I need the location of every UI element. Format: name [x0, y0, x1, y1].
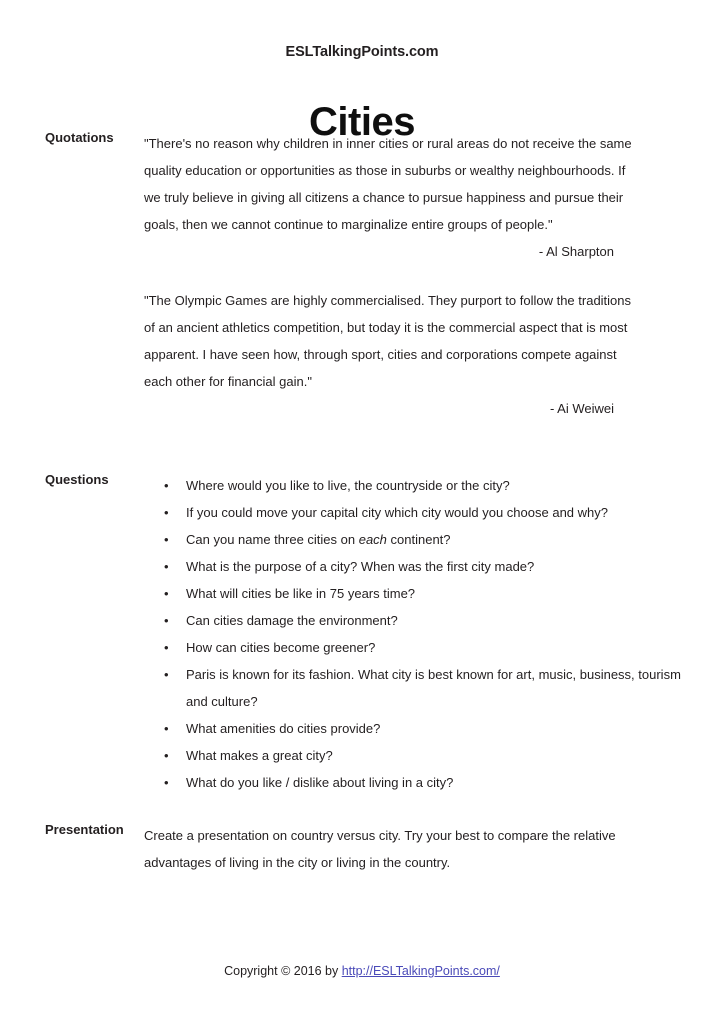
bullet-icon: •: [164, 532, 169, 547]
question-text: How can cities become greener?: [186, 640, 376, 655]
copyright-text: Copyright © 2016 by: [224, 964, 342, 978]
quotation-attribution: - Al Sharpton: [538, 244, 614, 259]
question-item: [144, 661, 706, 715]
quotation-text: "There's no reason why children in inner cities or rural areas do not receive the same quality education or opportunities as those in suburbs or wealthy neighbourhoods. If we truly believe in giving all citizens a chance to pursue happiness and pursue their goals, then we cannot continue to marginalize entire groups of people.": [144, 136, 632, 232]
bullet-icon: •: [164, 586, 169, 601]
site-name: ESLTalkingPoints.com: [285, 44, 439, 60]
bullet-icon: •: [164, 613, 169, 628]
bullet-icon: •: [164, 505, 169, 520]
question-item: [144, 742, 706, 769]
question-text: What is the purpose of a city? When was the first city made?: [186, 559, 535, 574]
question-text: Can cities damage the environment?: [186, 613, 398, 628]
bullet-icon: •: [164, 775, 169, 790]
page-title: Cities: [309, 99, 415, 144]
question-text: If you could move your capital city which city would you choose and why?: [186, 505, 608, 520]
question-item: [144, 607, 706, 634]
question-item: [144, 553, 706, 580]
quotation-item: [144, 287, 644, 422]
bullet-icon: •: [164, 748, 169, 763]
question-text: What do you like / dislike about living in a city?: [186, 775, 454, 790]
question-item: [144, 769, 706, 796]
quotation-attribution: - Ai Weiwei: [549, 401, 614, 416]
question-item: [144, 472, 706, 499]
presentation-text: Create a presentation on country versus city. Try your best to compare the relative advantages of living in the city or living in the country.: [144, 828, 616, 870]
bullet-icon: •: [164, 559, 169, 574]
quotations-label: Quotations: [45, 130, 114, 145]
question-text: What makes a great city?: [186, 748, 333, 763]
presentation-body: [144, 822, 644, 876]
questions-body: [144, 472, 681, 796]
question-text: Can you name three cities on each continent?: [186, 532, 451, 547]
emphasized-word: each: [358, 532, 387, 547]
quotations-body: [144, 130, 644, 422]
questions-label: Questions: [45, 472, 109, 487]
question-item: [144, 526, 706, 553]
question-item: [144, 634, 706, 661]
presentation-label: Presentation: [45, 822, 124, 837]
quotation-spacer: [144, 265, 644, 287]
question-list: [144, 472, 681, 796]
bullet-icon: •: [164, 721, 169, 736]
question-item: [144, 715, 706, 742]
bullet-icon: •: [164, 640, 169, 655]
question-item: [144, 580, 706, 607]
question-text: Paris is known for its fashion. What city is best known for art, music, business, tourism and culture?: [186, 667, 681, 709]
footer: [0, 964, 724, 978]
bullet-icon: •: [164, 667, 169, 682]
question-text: Where would you like to live, the countryside or the city?: [186, 478, 510, 493]
bullet-icon: •: [164, 478, 169, 493]
question-item: [144, 499, 706, 526]
website-link[interactable]: http://ESLTalkingPoints.com/: [341, 964, 500, 978]
question-text: What will cities be like in 75 years time?: [186, 586, 416, 601]
quotation-item: [144, 130, 644, 265]
quotation-text: "The Olympic Games are highly commercialised. They purport to follow the traditions of an ancient athletics competition, but today it is the commercial aspect that is most apparent. I have seen how, through sport, cities and corporations compete against each other for financial gain.": [144, 293, 632, 389]
question-text: What amenities do cities provide?: [186, 721, 381, 736]
